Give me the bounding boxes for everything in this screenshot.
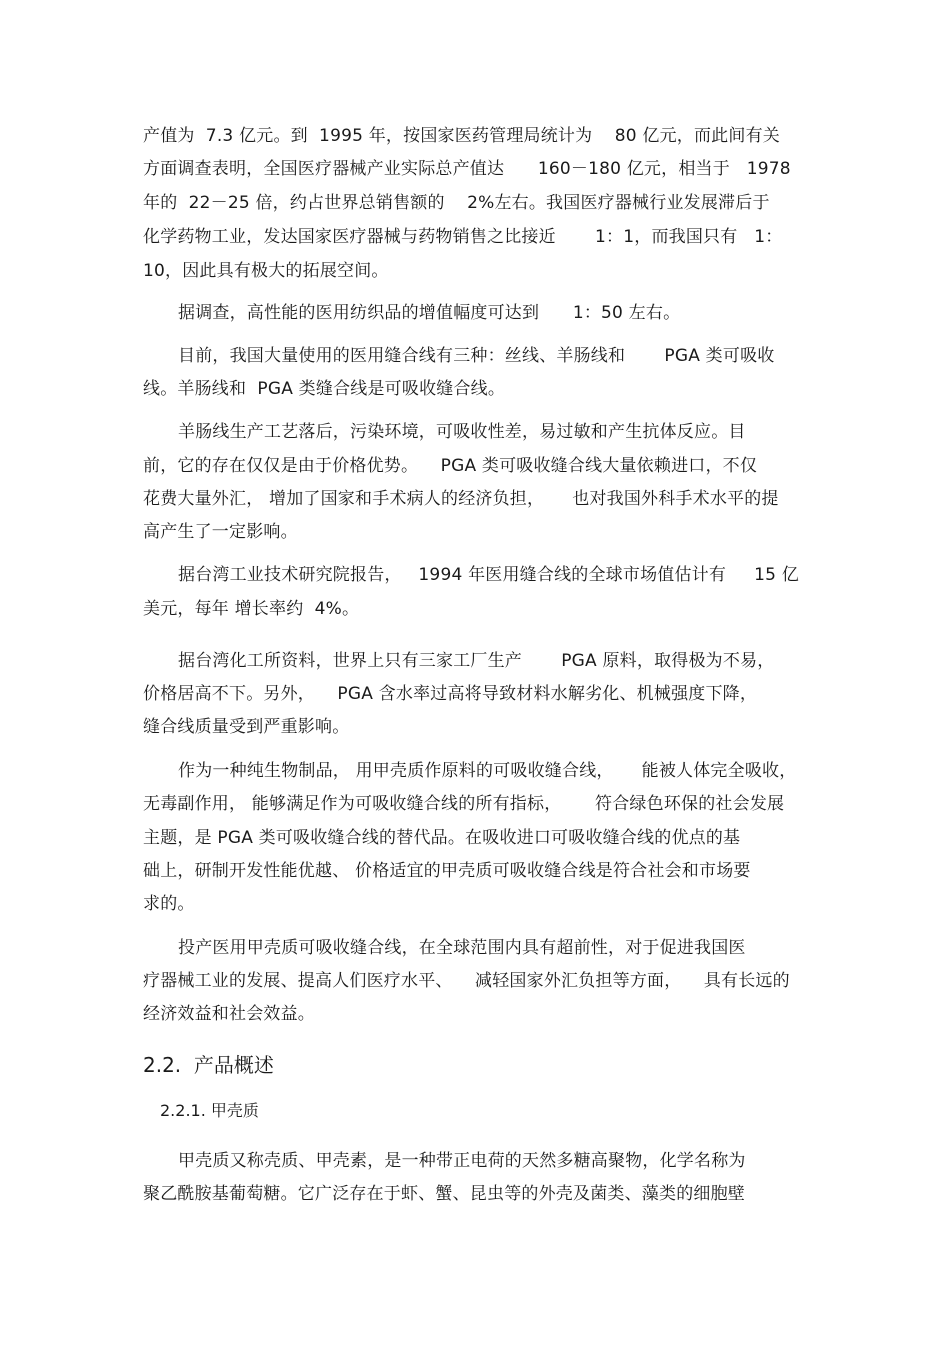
- paragraph-1-line-1: 产值为 7.3 亿元。到 1995 年，按国家医药管理局统计为 80 亿元，而此间有关: [143, 126, 780, 146]
- paragraph-3-line-2: 线。羊肠线和 PGA 类缝合线是可吸收缝合线。: [143, 379, 506, 399]
- paragraph-1-line-5: 10，因此具有极大的拓展空间。: [143, 261, 389, 281]
- paragraph-3-line-1: 目前，我国大量使用的医用缝合线有三种：丝线、羊肠线和 PGA 类可吸收: [178, 346, 775, 366]
- paragraph-7-line-4: 础上，研制开发性能优越、 价格适宜的甲壳质可吸收缝合线是符合社会和市场要: [143, 861, 751, 881]
- paragraph-1-line-4: 化学药物工业，发达国家医疗器械与药物销售之比接近 1：1，而我国只有 1：: [143, 227, 783, 247]
- paragraph-1-line-2: 方面调查表明，全国医疗器械产业实际总产值达 160－180 亿元，相当于 1978: [143, 159, 791, 179]
- paragraph-5-line-2: 美元，每年 增长率约 4%。: [143, 599, 360, 619]
- paragraph-8-line-3: 经济效益和社会效益。: [143, 1004, 315, 1024]
- subsection-heading: 2.2.1. 甲壳质: [160, 1101, 259, 1120]
- paragraph-7-line-1: 作为一种纯生物制品， 用甲壳质作原料的可吸收缝合线， 能被人体完全吸收，: [178, 761, 797, 781]
- paragraph-8-line-1: 投产医用甲壳质可吸收缝合线，在全球范围内具有超前性，对于促进我国医: [178, 938, 746, 958]
- paragraph-2-line-1: 据调查，高性能的医用纺织品的增值幅度可达到 1：50 左右。: [178, 303, 681, 323]
- paragraph-7-line-2: 无毒副作用， 能够满足作为可吸收缝合线的所有指标， 符合绿色环保的社会发展: [143, 794, 785, 814]
- paragraph-6-line-1: 据台湾化工所资料，世界上只有三家工厂生产 PGA 原料，取得极为不易，: [178, 651, 775, 671]
- paragraph-4-line-2: 前，它的存在仅仅是由于价格优势。 PGA 类可吸收缝合线大量依赖进口，不仅: [143, 456, 758, 476]
- paragraph-1-line-3: 年的 22－25 倍，约占世界总销售额的 2%左右。我国医疗器械行业发展滞后于: [143, 193, 770, 213]
- paragraph-7-line-3: 主题，是 PGA 类可吸收缝合线的替代品。在吸收进口可吸收缝合线的优点的基: [143, 828, 741, 848]
- paragraph-4-line-1: 羊肠线生产工艺落后，污染环境，可吸收性差，易过敏和产生抗体反应。目: [178, 422, 746, 442]
- paragraph-7-line-5: 求的。: [143, 894, 195, 914]
- paragraph-6-line-3: 缝合线质量受到严重影响。: [143, 717, 350, 737]
- paragraph-4-line-4: 高产生了一定影响。: [143, 522, 298, 542]
- paragraph-5-line-1: 据台湾工业技术研究院报告， 1994 年医用缝合线的全球市场值估计有 15 亿: [178, 565, 799, 585]
- subsection-paragraph-line-1: 甲壳质又称壳质、甲壳素，是一种带正电荷的天然多糖高聚物，化学名称为: [178, 1151, 746, 1171]
- section-heading: 2.2. 产品概述: [143, 1053, 274, 1077]
- paragraph-8-line-2: 疗器械工业的发展、提高人们医疗水平、 减轻国家外汇负担等方面， 具有长远的: [143, 971, 790, 991]
- paragraph-4-line-3: 花费大量外汇， 增加了国家和手术病人的经济负担， 也对我国外科手术水平的提: [143, 489, 779, 509]
- paragraph-6-line-2: 价格居高不下。另外， PGA 含水率过高将导致材料水解劣化、机械强度下降，: [143, 684, 758, 704]
- subsection-paragraph-line-2: 聚乙酰胺基葡萄糖。它广泛存在于虾、蟹、昆虫等的外壳及菌类、藻类的细胞壁: [143, 1184, 745, 1204]
